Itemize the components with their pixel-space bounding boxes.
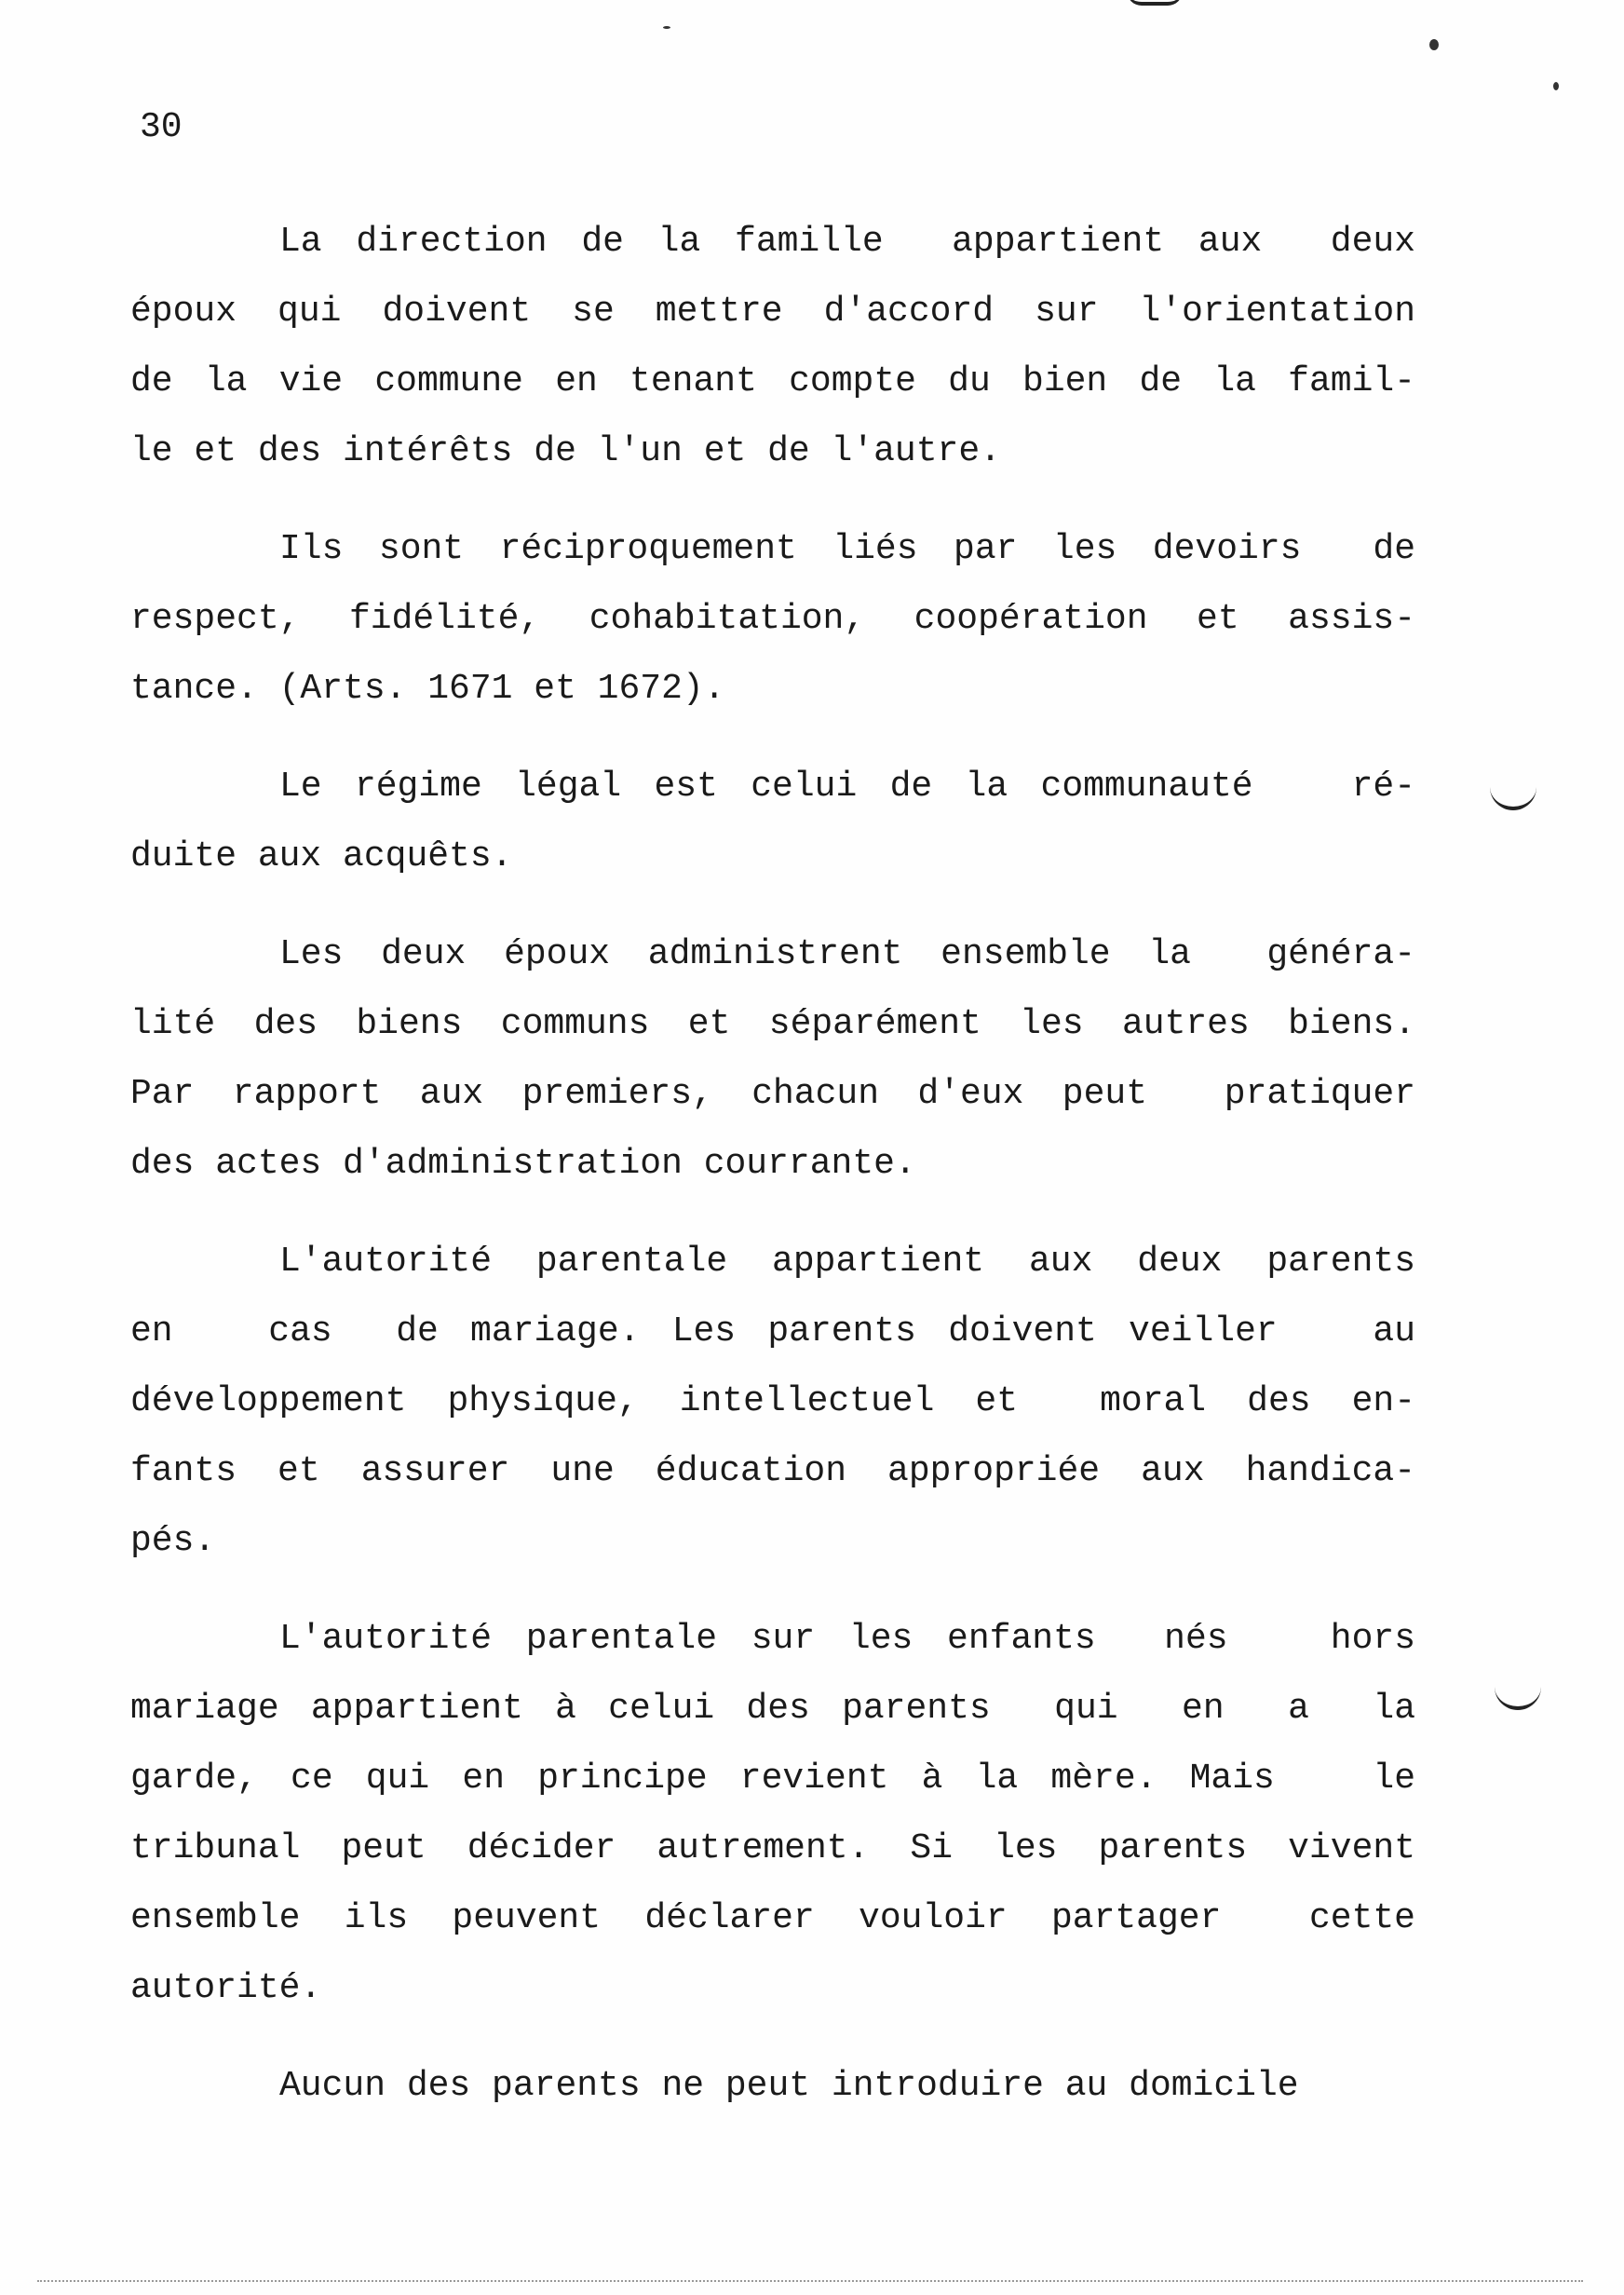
text-line: en cas de mariage. Les parents doivent veiller au (130, 1311, 1415, 1351)
scan-mark-right-1 (1490, 782, 1536, 810)
text-line: tance. (Arts. 1671 et 1672). (130, 669, 725, 709)
page-number: 30 (140, 107, 183, 147)
text-line: Aucun des parents ne peut introduire au domicile (279, 2066, 1299, 2106)
text-line: développement physique, intellectuel et moral des en- (130, 1381, 1415, 1421)
scan-edge-noise (37, 2280, 1583, 2284)
text-line: respect, fidélité, cohabitation, coopération et assis- (130, 599, 1415, 639)
text-line: La direction de la famille appartient aux deux (279, 222, 1415, 262)
text-line: pés. (130, 1521, 216, 1561)
scan-mark-right-2 (1495, 1686, 1541, 1710)
paragraph-administration (130, 919, 1415, 1199)
text-line: autorité. (130, 1968, 322, 2008)
body-text (130, 207, 1415, 2149)
scan-speck (1429, 39, 1439, 50)
text-line: de la vie commune en tenant compte du bien de la famil- (130, 361, 1415, 401)
paragraph-domicile (130, 2051, 1415, 2121)
text-line: duite aux acquêts. (130, 836, 513, 876)
text-line: fants et assurer une éducation appropriée aux handica- (130, 1451, 1415, 1491)
text-line: Les deux époux administrent ensemble la généra- (279, 934, 1415, 974)
text-line: mariage appartient à celui des parents qui en a la (130, 1689, 1415, 1729)
text-line: Ils sont réciproquement liés par les devoirs de (279, 529, 1415, 569)
text-line: ensemble ils peuvent déclarer vouloir partager cette (130, 1898, 1415, 1938)
paragraph-family-direction (130, 207, 1415, 486)
text-line: Le régime légal est celui de la communauté ré- (279, 767, 1415, 807)
text-line: époux qui doivent se mettre d'accord sur l'orientation (130, 292, 1415, 332)
paragraph-parental-authority (130, 1227, 1415, 1576)
text-line: Par rapport aux premiers, chacun d'eux peut pratiquer (130, 1074, 1415, 1114)
text-line: L'autorité parentale sur les enfants nés hors (279, 1619, 1415, 1659)
text-line: L'autorité parentale appartient aux deux parents (279, 1242, 1415, 1282)
text-line: garde, ce qui en principe revient à la mère. Mais le (130, 1759, 1415, 1799)
text-line: lité des biens communs et séparément les autres biens. (130, 1004, 1415, 1044)
paragraph-legal-regime (130, 752, 1415, 891)
paragraph-mutual-duties (130, 514, 1415, 724)
scan-speck (663, 26, 670, 29)
paragraph-children-outside-marriage (130, 1604, 1415, 2023)
scan-mark-top (1127, 0, 1183, 6)
text-line: le et des intérêts de l'un et de l'autre. (130, 431, 1001, 471)
text-line: des actes d'administration courrante. (130, 1144, 916, 1184)
scan-speck (1553, 82, 1559, 90)
text-line: tribunal peut décider autrement. Si les parents vivent (130, 1828, 1415, 1868)
